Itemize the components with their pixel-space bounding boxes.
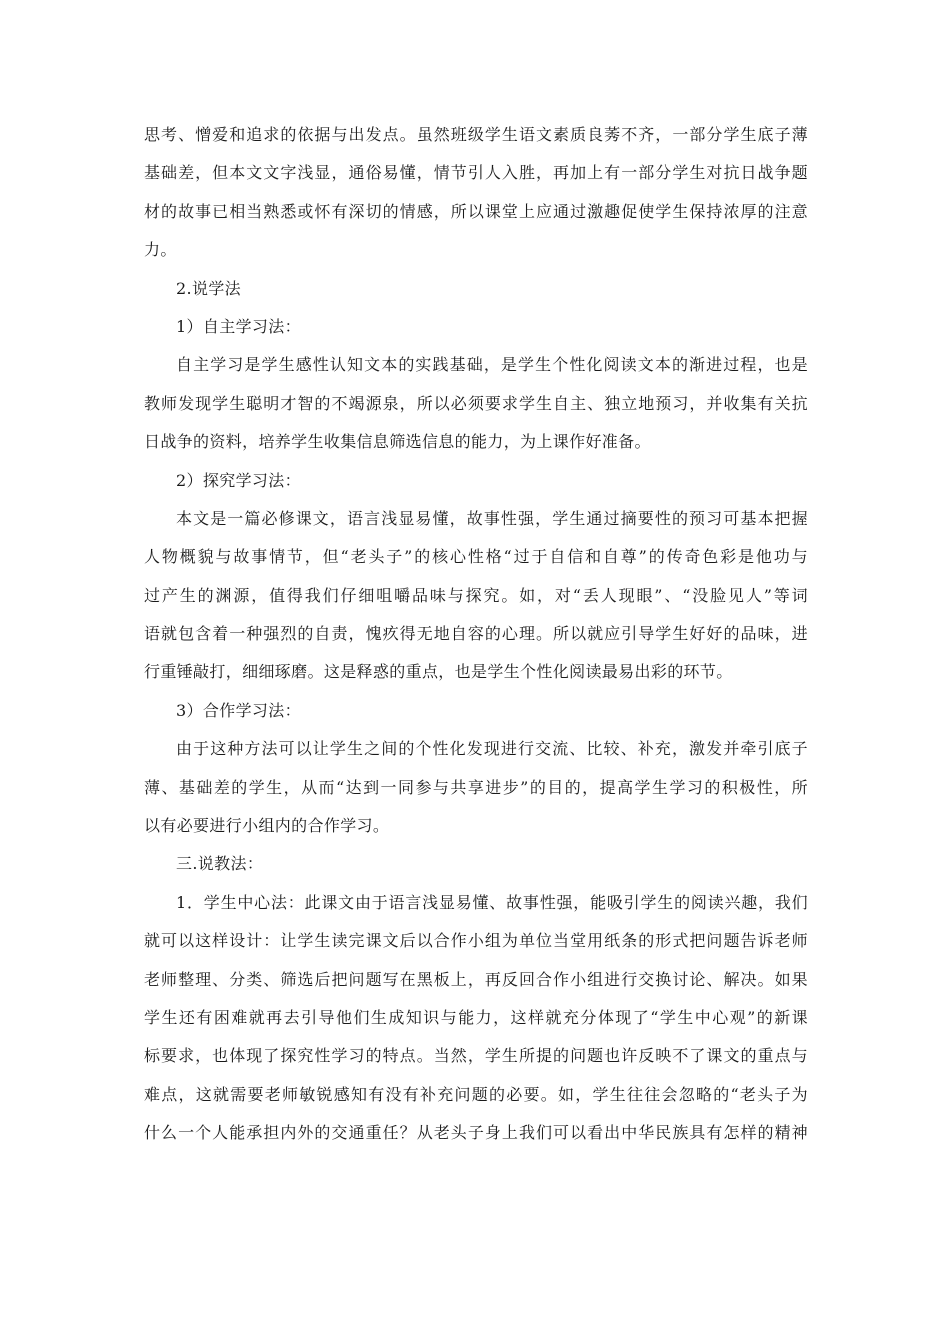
paragraph-line: 材的故事已相当熟悉或怀有深切的情感，所以课堂上应通过激趣促使学生保持浓厚的注意 <box>144 201 808 221</box>
paragraph-line: 学生还有困难就再去引导他们生成知识与能力，这样就充分体现了“学生中心观”的新课 <box>144 1007 808 1027</box>
paragraph-line: 人物概貌与故事情节，但“老头子”的核心性格“过于自信和自尊”的传奇色彩是他功与 <box>144 547 808 567</box>
paragraph-line: 就可以这样设计：让学生读完课文后以合作小组为单位当堂用纸条的形式把问题告诉老师 <box>144 931 808 951</box>
paragraph-line: 日战争的资料，培养学生收集信息筛选信息的能力，为上课作好准备。 <box>144 432 651 452</box>
paragraph-line: 什么一个人能承担内外的交通重任？从老头子身上我们可以看出中华民族具有怎样的精神 <box>144 1123 808 1143</box>
paragraph-line: 薄、基础差的学生，从而“达到一同参与共享进步”的目的，提高学生学习的积极性，所 <box>144 777 808 797</box>
document-body <box>144 116 808 1153</box>
paragraph-line: 基础差，但本文文字浅显，通俗易懂，情节引人入胜，再加上有一部分学生对抗日战争题 <box>144 163 808 183</box>
subheading-inquiry-study: 2）探究学习法： <box>176 470 301 490</box>
subheading-cooperative-study: 3）合作学习法： <box>176 700 301 720</box>
paragraph-line: 思考、憎爱和追求的依据与出发点。虽然班级学生语文素质良莠不齐，一部分学生底子薄 <box>144 125 808 144</box>
paragraph-line: 自主学习是学生感性认知文本的实践基础，是学生个性化阅读文本的渐进过程，也是 <box>176 355 808 375</box>
paragraph-line: 行重锤敲打，细细琢磨。这是释惑的重点，也是学生个性化阅读最易出彩的环节。 <box>144 662 733 682</box>
section-heading-study-methods: 2.说学法 <box>176 278 242 298</box>
section-heading-teaching-methods: 三.说教法： <box>176 854 264 874</box>
paragraph-line: 过产生的渊源，值得我们仔细咀嚼品味与探究。如，对“丢人现眼”、“没脸见人”等词 <box>144 585 808 605</box>
paragraph-line: 1．学生中心法：此课文由于语言浅显易懂、故事性强，能吸引学生的阅读兴趣，我们 <box>176 892 808 912</box>
paragraph-line: 以有必要进行小组内的合作学习。 <box>144 816 390 836</box>
subheading-self-study: 1）自主学习法： <box>176 316 301 336</box>
paragraph-line: 标要求，也体现了探究性学习的特点。当然，学生所提的问题也许反映不了课文的重点与 <box>144 1046 808 1066</box>
paragraph-line: 力。 <box>144 240 177 260</box>
paragraph-line: 难点，这就需要老师敏锐感知有没有补充问题的必要。如，学生往往会忽略的“老头子为 <box>144 1084 808 1104</box>
paragraph-line: 语就包含着一种强烈的自责，愧疚得无地自容的心理。所以就应引导学生好好的品味，进 <box>144 624 808 644</box>
paragraph-line: 老师整理、分类、筛选后把问题写在黑板上，再反回合作小组进行交换讨论、解决。如果 <box>144 969 808 989</box>
paragraph-line: 教师发现学生聪明才智的不竭源泉，所以必须要求学生自主、独立地预习，并收集有关抗 <box>144 393 808 413</box>
paragraph-line: 由于这种方法可以让学生之间的个性化发现进行交流、比较、补充，激发并牵引底子 <box>176 739 808 759</box>
paragraph-line: 本文是一篇必修课文，语言浅显易懂，故事性强，学生通过摘要性的预习可基本把握 <box>176 508 808 528</box>
